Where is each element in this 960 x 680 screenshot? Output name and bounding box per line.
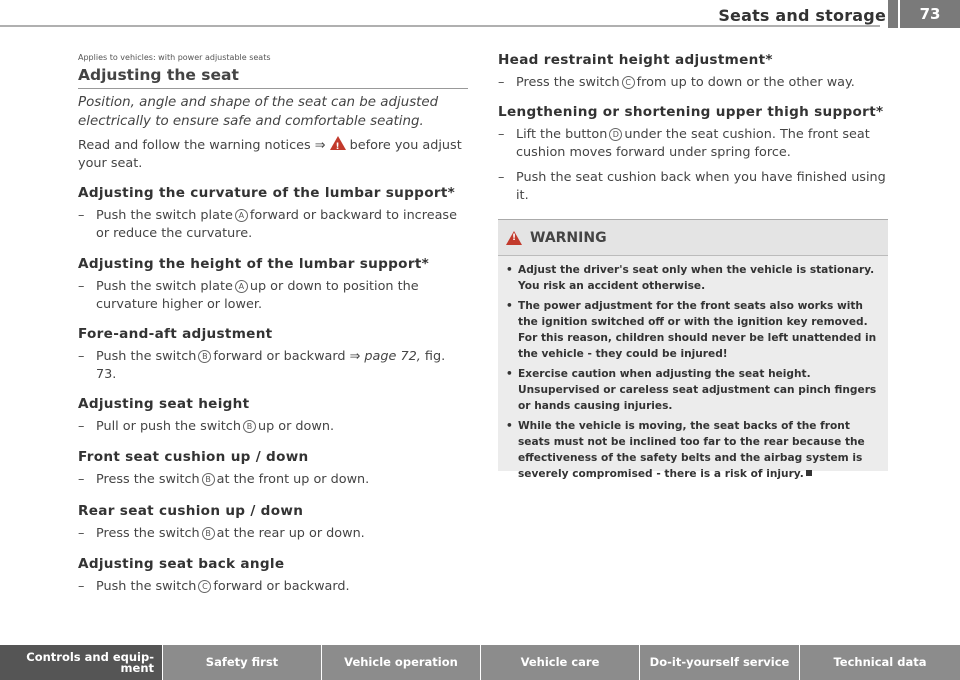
front-cushion-text-1: Press the switch	[96, 472, 200, 487]
bullet-dot-icon: •	[506, 368, 513, 380]
tab-safety-first[interactable]: Safety first	[163, 645, 322, 680]
warning-item	[506, 298, 880, 362]
front-cushion-text-2: at the front up or down.	[216, 472, 370, 487]
lumbar-curvature-step	[78, 207, 468, 243]
lumbar-curvature-text-2: forward or backward to increase or reduce the curvature.	[96, 208, 457, 241]
warning-header	[498, 220, 888, 256]
rear-cushion-text-2: at the rear up or down.	[216, 526, 365, 541]
rear-cushion-heading: Rear seat cushion up / down	[78, 503, 304, 519]
read-warnings-note	[78, 136, 463, 173]
list-dash: –	[78, 208, 85, 223]
warning-label: WARNING	[530, 229, 607, 246]
fore-aft-step	[78, 348, 463, 384]
warning-item	[506, 418, 880, 482]
front-cushion-step	[78, 471, 463, 489]
list-dash: –	[498, 127, 505, 142]
lumbar-height-heading: Adjusting the height of the lumbar support*	[78, 256, 430, 272]
thigh-support-heading: Lengthening or shortening upper thigh support*	[498, 104, 884, 120]
tab-vehicle-operation[interactable]: Vehicle operation	[322, 645, 481, 680]
fore-aft-text-1: Push the switch	[96, 349, 197, 364]
lumbar-height-text-2: up or down to position the curvature higher or lower.	[96, 279, 419, 312]
front-cushion-heading: Front seat cushion up / down	[78, 449, 309, 465]
seat-height-heading: Adjusting seat height	[78, 396, 250, 412]
read-warnings-post: before you adjust your seat.	[78, 138, 462, 171]
tab-do-it-yourself-service[interactable]: Do-it-yourself service	[640, 645, 800, 680]
page-number: 73	[900, 0, 960, 28]
list-dash: –	[78, 526, 85, 541]
lumbar-curvature-text-1: Push the switch plate	[96, 208, 233, 223]
warning-item-text: While the vehicle is moving, the seat backs of the front seats must not be inclined too far to the rear because the effectiveness of the safety belts and the airbag system is severely compromised - there is a risk of injury.	[518, 420, 865, 480]
bullet-dot-icon: •	[506, 420, 513, 432]
back-angle-step	[78, 578, 463, 596]
section-title: Adjusting the seat	[78, 66, 468, 89]
tab-technical-data[interactable]: Technical data	[800, 645, 960, 680]
warning-item-text: Adjust the driver's seat only when the vehicle is stationary. You risk an accident otherwise.	[518, 264, 875, 292]
seat-height-step	[78, 418, 463, 436]
callout-c-icon: C	[198, 580, 211, 593]
callout-a-icon: A	[235, 280, 248, 293]
list-dash: –	[78, 279, 85, 294]
warning-triangle-icon	[330, 136, 346, 150]
page-number-accent	[888, 0, 898, 28]
warning-body	[498, 256, 888, 482]
seat-height-text-2: up or down.	[257, 419, 335, 434]
tab-vehicle-care[interactable]: Vehicle care	[481, 645, 640, 680]
fore-aft-text-3: fig. 73.	[96, 349, 446, 382]
list-dash: –	[498, 170, 505, 185]
applies-to-note: Applies to vehicles: with power adjustable seats	[78, 53, 271, 62]
thigh-support-step-1	[498, 126, 888, 162]
callout-b-icon: B	[198, 350, 211, 363]
section-intro: Position, angle and shape of the seat can be adjusted electrically to ensure safe and comfortable seating.	[78, 95, 439, 129]
warning-item-text: The power adjustment for the front seats also works with the ignition switched off or with the ignition key removed. For this reason, children should never be left unattended in the vehicle - they could be injured!	[518, 300, 877, 360]
lumbar-height-text-1: Push the switch plate	[96, 279, 233, 294]
seat-height-text-1: Pull or push the switch	[96, 419, 241, 434]
warning-item	[506, 262, 880, 294]
thigh-support-step-2	[498, 169, 888, 205]
thigh-text-1: Lift the button	[516, 127, 608, 142]
callout-b-icon: B	[243, 420, 256, 433]
list-dash: –	[498, 75, 505, 90]
head-restraint-text-1: Press the switch	[516, 75, 620, 90]
read-warnings-pre: Read and follow the warning notices ⇒	[78, 138, 326, 153]
thigh-text-3: Push the seat cushion back when you have finished using it.	[516, 170, 886, 203]
callout-b-icon: B	[202, 473, 215, 486]
thigh-text-2: under the seat cushion. The front seat cushion moves forward under spring force.	[516, 127, 870, 160]
tab-controls-and-equipment[interactable]: Controls and equip- ment	[0, 645, 163, 680]
lumbar-curvature-heading: Adjusting the curvature of the lumbar support*	[78, 185, 456, 201]
callout-c-icon: C	[622, 76, 635, 89]
fore-aft-text-2: forward or backward ⇒	[213, 349, 361, 364]
back-angle-text-1: Push the switch	[96, 579, 197, 594]
warning-box	[498, 219, 888, 480]
fore-aft-heading: Fore-and-aft adjustment	[78, 326, 273, 342]
end-mark-icon	[806, 470, 812, 476]
list-dash: –	[78, 472, 85, 487]
head-restraint-heading: Head restraint height adjustment*	[498, 52, 773, 68]
bullet-dot-icon: •	[506, 264, 513, 276]
head-restraint-step	[498, 74, 888, 92]
head-restraint-text-2: from up to down or the other way.	[636, 75, 855, 90]
page-header-title: Seats and storage	[718, 6, 886, 25]
lumbar-height-step	[78, 278, 463, 314]
list-dash: –	[78, 349, 85, 364]
bullet-dot-icon: •	[506, 300, 513, 312]
list-dash: –	[78, 579, 85, 594]
warning-item-text: Exercise caution when adjusting the seat height. Unsupervised or careless seat adjustment can pinch fingers or hands causing injuries.	[518, 368, 877, 412]
callout-a-icon: A	[235, 209, 248, 222]
back-angle-text-2: forward or backward.	[213, 579, 350, 594]
warning-triangle-icon	[506, 231, 522, 245]
page-reference-link[interactable]: page 72,	[364, 349, 421, 364]
rear-cushion-text-1: Press the switch	[96, 526, 200, 541]
footer-nav	[0, 645, 960, 680]
warning-item	[506, 366, 880, 414]
list-dash: –	[78, 419, 85, 434]
callout-b-icon: B	[202, 527, 215, 540]
back-angle-heading: Adjusting seat back angle	[78, 556, 285, 572]
callout-d-icon: D	[609, 128, 622, 141]
rear-cushion-step	[78, 525, 463, 543]
header-rule	[0, 25, 880, 27]
